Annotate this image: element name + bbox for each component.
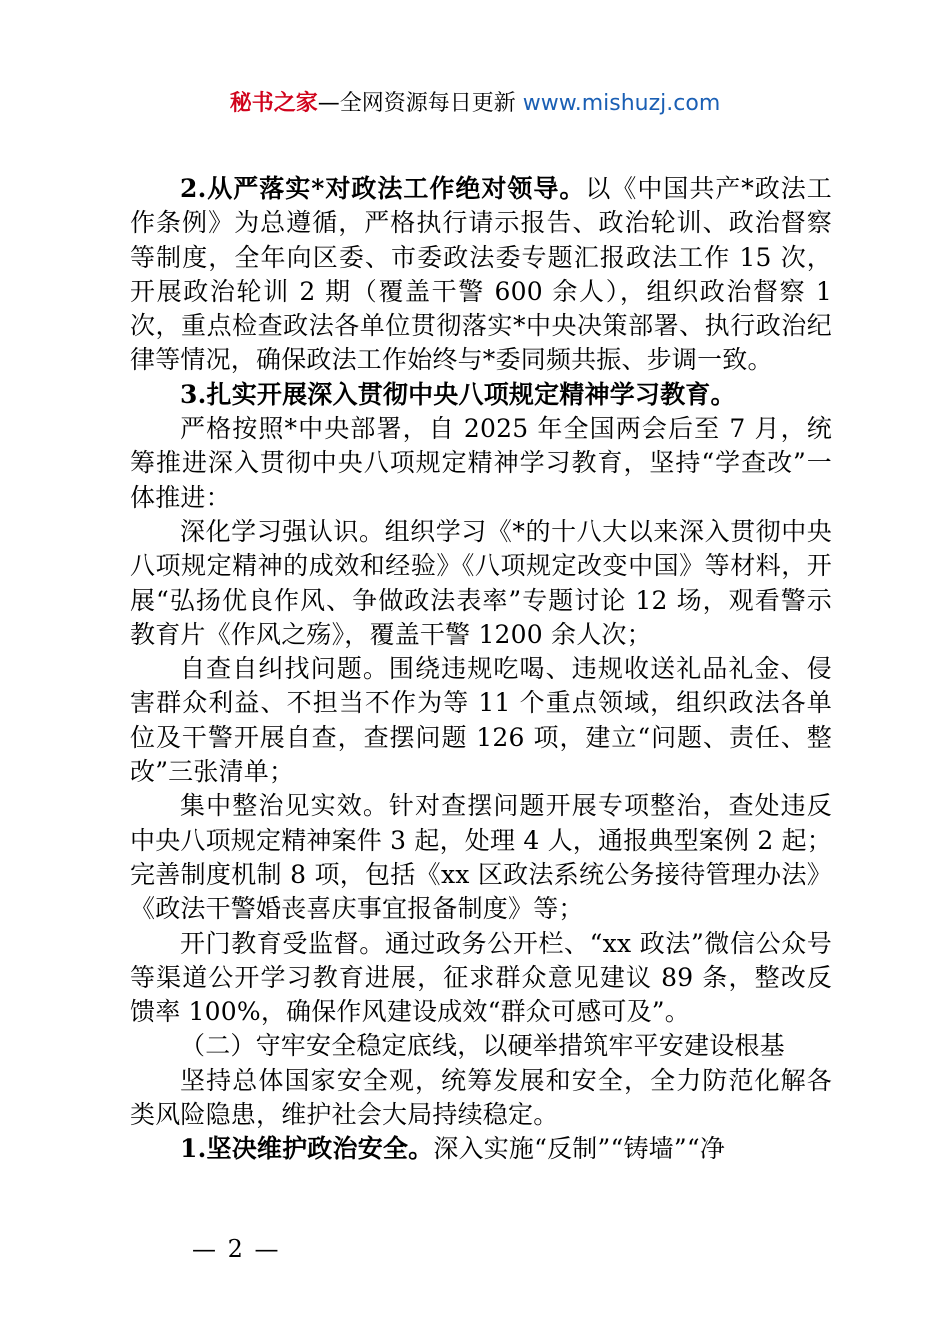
paragraph-eight-rules-heading [130, 378, 832, 412]
paragraph-text: 以《中国共产*政法工作条例》为总遵循，严格执行请示报告、政治轮训、政治督察等制度，全年向区委、市委政法委专题汇报政法工作 15 次，开展政治轮训 2 期（覆盖干警 600 余人），组织政治督察 1 次，重点检查政法各单位贯彻落实*中央决策部署、执行政治纪律等情况，确保政法工作始终与*委同频共振、步调一致。 [130, 174, 832, 375]
paragraph-political-security [130, 1132, 832, 1166]
paragraph-text: 严格按照*中央部署，自 2025 年全国两会后至 7 月，统筹推进深入贯彻中央八项规定精神学习教育，坚持“学查改”一体推进： [130, 414, 832, 512]
paragraph-text: 集中整治见实效。针对查摆问题开展专项整治，查处违反中央八项规定精神案件 3 起，处理 4 人，通报典型案例 2 起；完善制度机制 8 项，包括《xx 区政法系统公务接待管理办法》《政法干警婚丧喜庆事宜报备制度》等； [130, 791, 832, 924]
site-url-link[interactable]: www.mishuzj.com [522, 91, 721, 116]
paragraph-heading: 1.坚决维护政治安全。 [180, 1134, 434, 1164]
paragraph-text: 坚持总体国家安全观，统筹发展和安全，全力防范化解各类风险隐患，维护社会大局持续稳定。 [130, 1065, 832, 1130]
paragraph-eight-rules-intro [130, 412, 832, 515]
paragraph-rectification [130, 789, 832, 926]
paragraph-open-supervision [130, 927, 832, 1030]
paragraph-text: 深化学习强认识。组织学习《*的十八大以来深入贯彻中央八项规定精神的成效和经验》《八项规定改变中国》等材料，开展“弘扬优良作风、争做政法表率”专题讨论 12 场，观看警示教育片《作风之殇》，覆盖干警 1200 余人次； [130, 516, 832, 649]
paragraph-heading: 3.扎实开展深入贯彻中央八项规定精神学习教育。 [180, 379, 736, 409]
paragraph-heading: 2.从严落实*对政法工作绝对领导。 [180, 174, 586, 203]
site-brand: 秘书之家 [229, 91, 318, 116]
document-body [130, 172, 832, 1167]
paragraph-political-leadership [130, 172, 832, 378]
section-heading-security [130, 1029, 832, 1063]
paragraph-security-intro [130, 1064, 832, 1133]
site-tagline: —全网资源每日更新 [317, 91, 523, 116]
paragraph-text: 开门教育受监督。通过政务公开栏、“xx 政法”微信公众号等渠道公开学习教育进展，征求群众意见建议 89 条，整改反馈率 100%，确保作风建设成效“群众可感可及”。 [130, 928, 832, 1027]
paragraph-self-check [130, 652, 832, 789]
paragraph-text: （二）守牢安全稳定底线，以硬举措筑牢平安建设根基 [180, 1031, 785, 1061]
paragraph-text: 自查自纠找问题。围绕违规吃喝、违规收送礼品礼金、侵害群众利益、不担当不作为等 11 个重点领域，组织政法各单位及干警开展自查，查摆问题 126 项，建立“问题、责任、整改”三张清单； [130, 654, 832, 787]
page-number: — 2 — [192, 1235, 281, 1263]
paragraph-study [130, 515, 832, 652]
paragraph-text: 深入实施“反制”“铸墙”“净 [433, 1134, 726, 1164]
site-header [0, 88, 950, 120]
